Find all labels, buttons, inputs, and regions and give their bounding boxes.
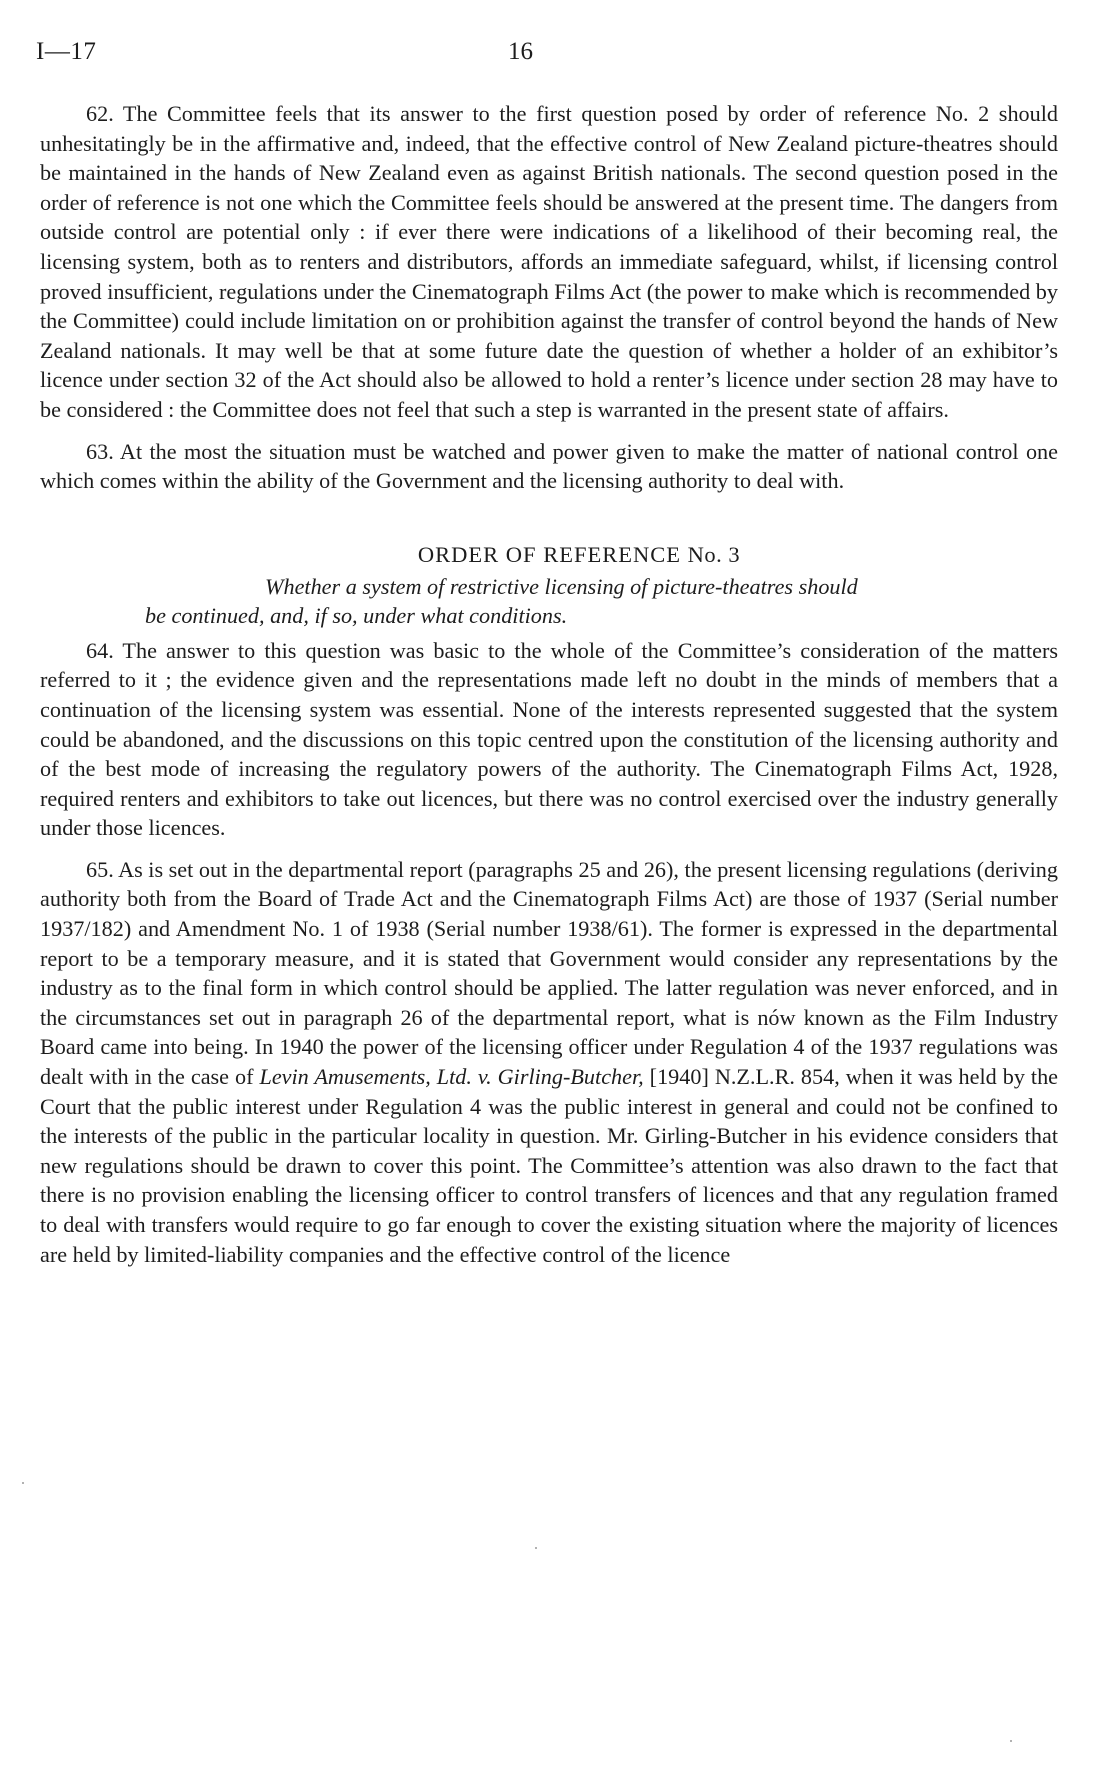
scan-speck [1010, 1740, 1012, 1742]
page-number: 16 [508, 38, 533, 65]
section-heading-title: ORDER OF REFERENCE [417, 541, 681, 567]
order-of-reference-question [40, 572, 1058, 630]
paragraph-spacer [40, 425, 1058, 437]
paragraph-62: 62. The Committee feels that its answer to the first question posed by order of reference No. 2 should unhesitatingly be in the affirmative and, indeed, that the effective control of New Zealand picture-theatres should be maintained in the hands of New Zealand even as against British nationals. The second question posed in the order of reference is not one which the Committee feels should be answered at the present time. The dangers from outside control are potential only : if ever there were indications of a likelihood of their becoming real, the licensing system, both as to renters and distributors, affords an immediate safeguard, whilst, if licensing control proved insufficient, regulations under the Cinematograph Films Act (the power to make which is recommended by the Committee) could include limitation on or prohibition against the transfer of control beyond the hands of New Zealand nationals. It may well be that at some future date the question of whether a holder of an exhibitor’s licence under section 32 of the Act should also be allowed to hold a renter’s licence under section 28 may have to be considered : the Committee does not feel that such a step is warranted in the present state of affairs. [40, 101, 1058, 422]
paragraph-spacer [40, 843, 1058, 855]
question-line-1: Whether a system of restrictive licensing of picture-theatres should [265, 573, 858, 599]
question-line-2: be continued, and, if so, under what conditions. [145, 602, 568, 628]
paragraph-65-text-1: 65. As is set out in the departmental report (paragraphs 25 and 26), the present licensing regulations (deriving authority both from the Board of Trade Act and the Cinematograph Films Act) are those of 1937 (Serial number 1937/182) and Amendment No. 1 of 1938 (Serial number 1938/61). The former is expressed in the departmental report to be a temporary measure, and it is stated that Government would consider any representations by the industry as to the final form in which control should be applied. The latter regulation was never enforced, and in the circumstances set out in paragraph 26 of the departmental report, what is nów known as the Film Industry Board came into being. In 1940 the power of the licensing officer under Regulation 4 of the 1937 regulations was dealt with in the case of [40, 856, 1058, 1090]
case-citation: Levin Amusements, Ltd. v. Girling-Butcher, [259, 1064, 644, 1090]
paragraph-64: 64. The answer to this question was basic to the whole of the Committee’s consideration of the matters referred to it ; the evidence given and the representations made left no doubt in the minds of members that a continuation of the licensing system was essential. None of the interests represented suggested that the system could be abandoned, and the discussions on this topic centred upon the constitution of the licensing authority and of the best mode of increasing the regulatory powers of the authority. The Cinematograph Films Act, 1928, required renters and exhibitors to take out licences, but there was no control exercised over the industry generally under those licences. [40, 637, 1058, 841]
scan-speck [535, 1547, 537, 1549]
body-text [40, 99, 1058, 1269]
paragraph-65 [40, 855, 1058, 1269]
section-spacer [40, 496, 1058, 540]
paragraph-63: 63. At the most the situation must be watched and power given to make the matter of national control one which comes within the ability of the Government and the licensing authority to deal with. [40, 438, 1058, 494]
section-heading-number: No. 3 [687, 541, 741, 567]
section-heading [100, 540, 1058, 570]
scan-speck [22, 1482, 24, 1484]
paragraph-65-text-2: [1940] N.Z.L.R. 854, when it was held by the Court that the public interest under Regulation 4 was the public interest in general and could not be confined to the interests of the public in the particular locality in question. Mr. Girling-Butcher in his evidence considers that new regulations should be drawn to cover this point. The Committee’s attention was also drawn to the fact that there is no provision enabling the licensing officer to control transfers of licences and that any regulation framed to deal with transfers would require to go far enough to cover the existing situation where the majority of licences are held by limited-liability companies and the effective control of the licence [40, 1064, 1059, 1267]
document-code: I—17 [36, 38, 97, 65]
